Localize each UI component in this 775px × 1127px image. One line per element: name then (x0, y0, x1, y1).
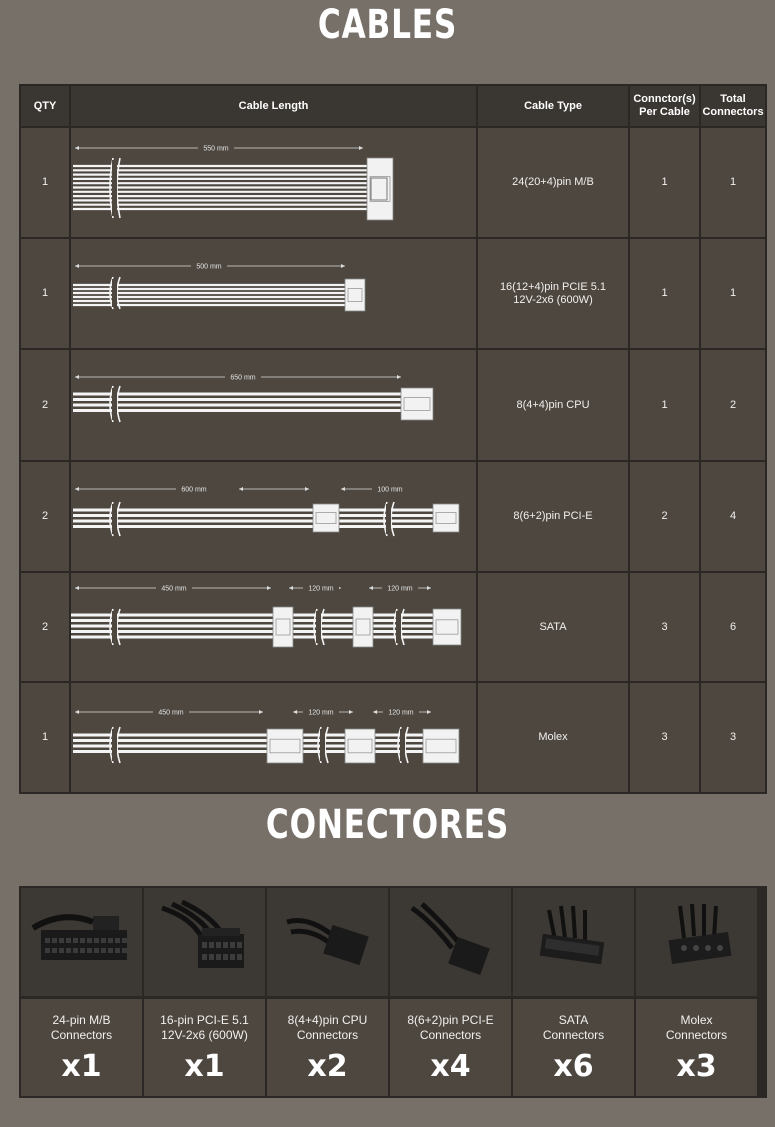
atx-24pin-connector-icon (21, 888, 142, 996)
sata-connector-icon (513, 888, 634, 996)
connector-label: 16-pin PCI-E 5.1 12V-2x6 (600W) (160, 1013, 249, 1042)
connector-count: x4 (430, 1049, 471, 1084)
pcie-16pin-connector-icon (144, 888, 265, 996)
header-qty: QTY (21, 86, 69, 126)
cable-drawing (71, 239, 476, 348)
cell-total: 6 (701, 573, 765, 681)
length-label: 600 mm (181, 486, 207, 494)
connector-label: SATA Connectors (542, 1013, 605, 1042)
length-label: 450 mm (158, 709, 184, 717)
cable-drawing (71, 350, 476, 460)
table-row (19, 573, 767, 681)
connector-info (267, 999, 388, 1096)
header-cable-type: Cable Type (478, 86, 628, 126)
cell-qty: 2 (21, 573, 69, 681)
cell-per-cable: 3 (630, 573, 699, 681)
connector-count: x1 (61, 1049, 102, 1084)
length-label: 120 mm (308, 709, 334, 717)
connector-card (21, 888, 142, 1096)
cell-total: 1 (701, 128, 765, 237)
connector-count: x1 (184, 1049, 225, 1084)
table-row (19, 683, 767, 792)
connector-info (144, 999, 265, 1096)
cell-total: 3 (701, 683, 765, 792)
cell-type: 8(6+2)pin PCI-E (478, 462, 628, 571)
cell-qty: 2 (21, 350, 69, 460)
connector-card (390, 888, 511, 1096)
connector-info (513, 999, 634, 1096)
cable-drawing (71, 573, 476, 681)
cables-heading: CABLES (317, 2, 458, 48)
cell-type: 16(12+4)pin PCIE 5.1 12V-2x6 (600W) (478, 239, 628, 348)
length-label: 120 mm (388, 709, 414, 717)
cable-drawing (71, 683, 476, 792)
cell-qty: 2 (21, 462, 69, 571)
cell-total: 1 (701, 239, 765, 348)
cell-qty: 1 (21, 239, 69, 348)
cell-type: 24(20+4)pin M/B (478, 128, 628, 237)
connector-label: 24-pin M/B Connectors (50, 1013, 113, 1042)
connector-label: 8(6+2)pin PCI-E Connectors (407, 1013, 494, 1042)
length-label: 650 mm (230, 374, 256, 382)
cable-drawing (71, 462, 476, 571)
connector-card (144, 888, 265, 1096)
length-label: 500 mm (196, 263, 222, 271)
table-row (19, 350, 767, 460)
cable-drawing (71, 128, 476, 237)
cell-type: SATA (478, 573, 628, 681)
connector-label: 8(4+4)pin CPU Connectors (287, 1013, 368, 1042)
cell-total: 2 (701, 350, 765, 460)
connectors-grid (19, 886, 767, 1098)
length-label: 100 mm (377, 486, 403, 494)
connector-info (390, 999, 511, 1096)
cell-per-cable: 3 (630, 683, 699, 792)
connector-info (21, 999, 142, 1096)
header-per-cable: Connctor(s) Per Cable (630, 86, 699, 126)
connector-info (636, 999, 757, 1096)
length-label: 450 mm (161, 585, 187, 593)
length-label: 120 mm (308, 585, 334, 593)
cables-table (19, 84, 767, 794)
table-row (19, 239, 767, 348)
cpu-8pin-connector-icon (267, 888, 388, 996)
cell-per-cable: 1 (630, 239, 699, 348)
cell-per-cable: 1 (630, 128, 699, 237)
table-row (19, 128, 767, 237)
connector-label: Molex Connectors (665, 1013, 728, 1042)
cell-per-cable: 2 (630, 462, 699, 571)
length-label: 550 mm (203, 145, 229, 153)
connector-card (636, 888, 757, 1096)
cell-type: 8(4+4)pin CPU (478, 350, 628, 460)
cell-total: 4 (701, 462, 765, 571)
table-row (19, 462, 767, 571)
connector-count: x2 (307, 1049, 348, 1084)
connector-card (267, 888, 388, 1096)
cell-type: Molex (478, 683, 628, 792)
connector-card (513, 888, 634, 1096)
header-total: Total Connectors (701, 86, 765, 126)
cell-per-cable: 1 (630, 350, 699, 460)
connector-count: x6 (553, 1049, 594, 1084)
connector-count: x3 (676, 1049, 717, 1084)
pcie-8pin-connector-icon (390, 888, 511, 996)
connectors-heading: CONECTORES (265, 802, 510, 848)
molex-connector-icon (636, 888, 757, 996)
cell-qty: 1 (21, 128, 69, 237)
table-header (19, 86, 767, 126)
cell-qty: 1 (21, 683, 69, 792)
header-cable-length: Cable Length (71, 86, 476, 126)
length-label: 120 mm (387, 585, 413, 593)
